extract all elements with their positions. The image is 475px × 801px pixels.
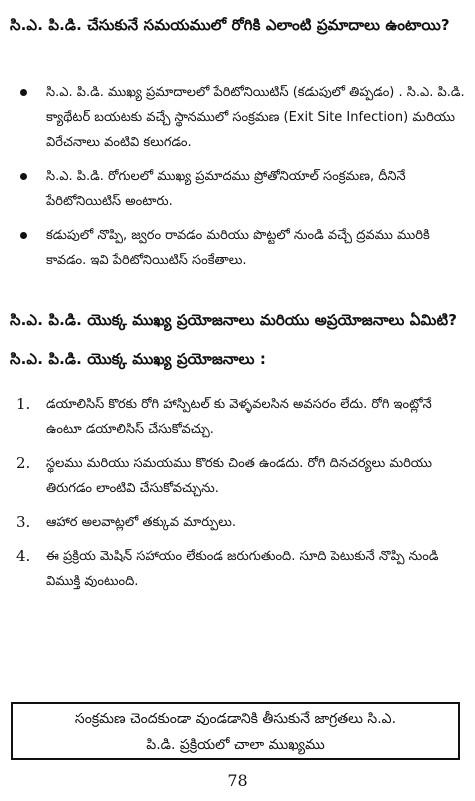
bullet-text: సి.ఎ. పి.డి. రోగులలో ముఖ్య ప్రమాదము ప్రోతోనియాల్ సంక్రమణ, దీనినే పేరిటోనియిటిస్ అంటారు. (46, 169, 406, 209)
list-item (10, 451, 465, 501)
list-item (10, 544, 465, 594)
notice-box (11, 702, 460, 760)
bullet-icon (20, 89, 27, 96)
list-item (10, 392, 465, 442)
benefits-subheading: సి.ఎ. పి.డి. యొక్క ముఖ్య ప్రయోజనాలు : (10, 350, 266, 368)
bullet-text: కడుపులో నొప్పి, జ్వరం రావడం మరియు పొట్టలో నుండి వచ్చే ద్రవము మురికి కావడం. ఇవి పేరిటోనియిటిస్ సంకేతాలు. (46, 228, 430, 268)
bullet-icon (20, 173, 27, 180)
page-number: 78 (227, 771, 248, 790)
risks-bullet-list (10, 80, 465, 282)
bullet-text: సి.ఎ. పి.డి. ముఖ్య ప్రమాదాలలో పేరిటోనియిటిస్ (కడుపులో తిప్పడం) . సి.ఎ. పి.డి. క్యాథేటర్ బయటకు వచ్చే స్థానములో సంక్రమణ (Exit Site Infection) మరియు విరేచనాలు వంటివి కలుగడం. (46, 85, 465, 150)
item-text: స్థలము మరియు సమయము కొరకు చింత ఉండదు. రోగి దినచర్యలు మరియు తిరుగడం లాంటివి చేసుకోవచ్చును. (46, 456, 433, 496)
question-heading-pros-cons: సి.ఎ. పి.డి. యొక్క ముఖ్య ప్రయోజనాలు మరియు అప్రయోజనాలు ఏమిటి? (10, 311, 458, 329)
notice-line-2: పి.డి. ప్రక్రియలో చాలా ముఖ్యము (146, 737, 325, 753)
list-item (10, 510, 465, 535)
item-text: డయాలిసిస్ కొరకు రోగి హాస్పిటల్ కు వెళ్ళవలసిన అవసరం లేదు. రోగి ఇంట్లోనే ఉంటూ డయాలిసిస్ చేసుకోవచ్చు. (46, 397, 432, 437)
bullet-icon (20, 232, 27, 239)
list-item (10, 80, 465, 155)
item-text: ఆహార అలవాట్లలో తక్కువ మార్పులు. (46, 515, 236, 530)
list-item (10, 164, 465, 214)
notice-line-1: సంక్రమణ చెందకుండా వుండడానికి తీసుకునే జాగ్రతలు సి.ఎ. (74, 711, 397, 727)
item-number: 3. (16, 513, 31, 531)
item-number: 1. (16, 395, 31, 413)
question-heading-risks: సి.ఎ. పి.డి. చేసుకునే సమయములో రోగికి ఎలాంటి ప్రమాదాలు ఉంటాయి? (10, 16, 450, 34)
benefits-numbered-list (10, 392, 465, 603)
item-number: 4. (16, 547, 31, 565)
item-text: ఈ ప్రక్రియ మెషిన్ సహాయం లేకుండ జరుగుతుంది. సూది పెటుకునే నొప్పి నుండి విముక్తి వుంటుంది. (46, 549, 439, 589)
item-number: 2. (16, 454, 31, 472)
list-item (10, 223, 465, 273)
